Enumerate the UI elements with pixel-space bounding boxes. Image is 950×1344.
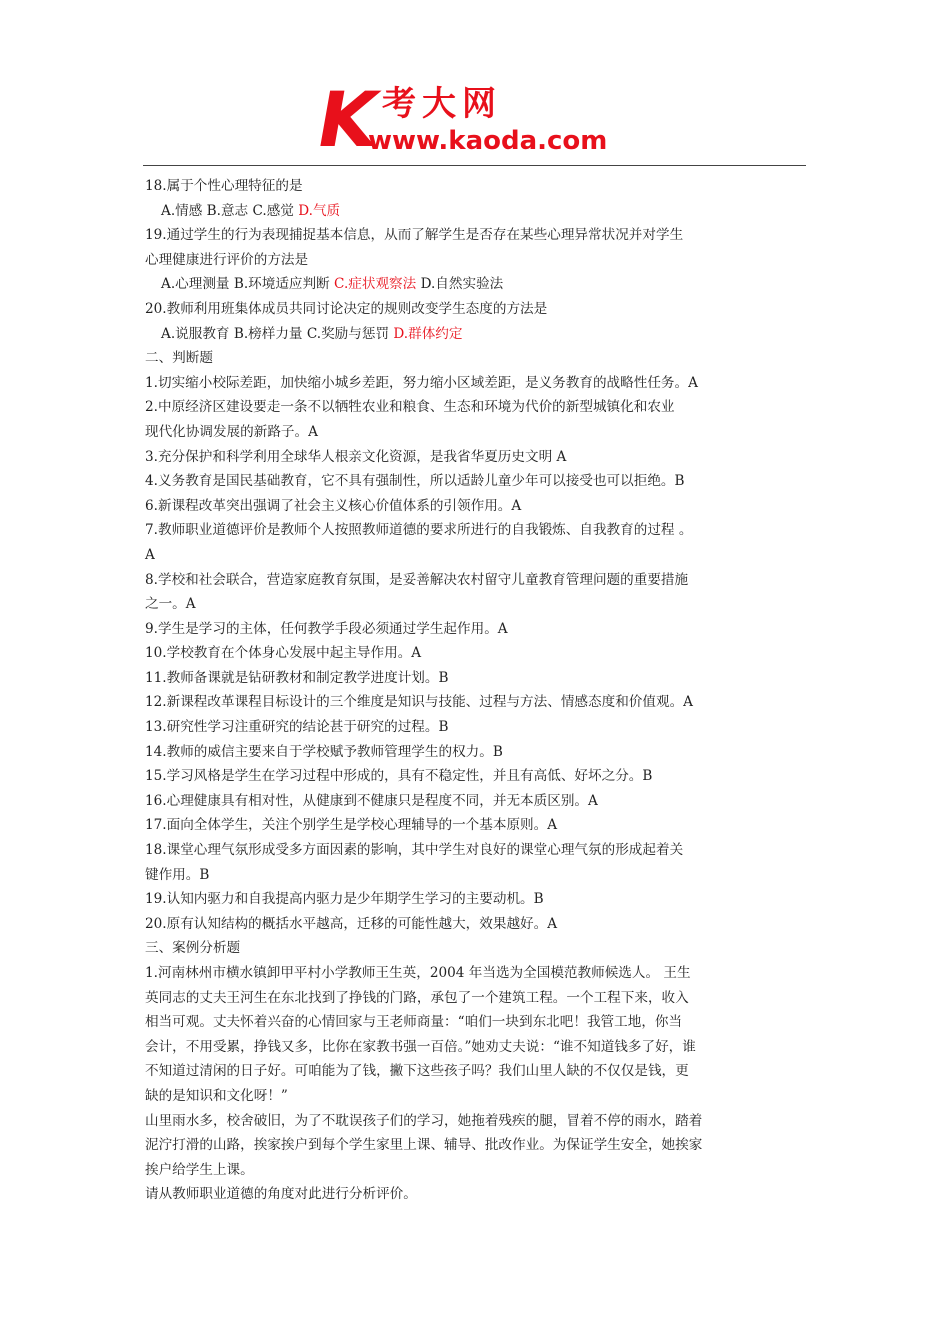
case-line: 相当可观。丈夫怀着兴奋的心情回家与王老师商量：“咱们一块到东北吧！我管工地，你当	[145, 1014, 683, 1031]
case-line: 山里雨水多，校舍破旧，为了不耽误孩子们的学习，她拖着残疾的腿，冒着不停的雨水，踏着	[145, 1112, 703, 1129]
judgment-line: A	[145, 546, 155, 563]
judgment-line: 3.充分保护和科学利用全球华人根亲文化资源，是我省华夏历史文明 A	[145, 448, 567, 465]
judgment-line: 9.学生是学习的主体，任何教学手段必须通过学生起作用。A	[145, 620, 508, 637]
options-text: A.心理测量 B.环境适应判断	[161, 276, 335, 293]
judgment-line: 14.教师的威信主要来自于学校赋予教师管理学生的权力。B	[145, 743, 503, 760]
judgment-line: 20.原有认知结构的概括水平越高，迁移的可能性越大，效果越好。A	[145, 915, 558, 932]
header-divider	[143, 165, 806, 166]
correct-answer: D.气质	[298, 202, 341, 219]
judgment-line: 7.教师职业道德评价是教师个人按照教师道德的要求所进行的自我锻炼、自我教育的过程 。	[145, 522, 693, 539]
kaoda-logo	[310, 75, 648, 164]
judgment-line: 4.义务教育是国民基础教育，它不具有强制性，所以适龄儿童少年可以接受也可以拒绝。B	[145, 473, 685, 490]
case-line: 不知道过清闲的日子好。可咱能为了钱，撇下这些孩子吗？我们山里人缺的不仅仅是钱，更	[145, 1063, 689, 1080]
judgment-line: 16.心理健康具有相对性，从健康到不健康只是程度不同，并无本质区别。A	[145, 792, 598, 809]
judgment-line: 10.学校教育在个体身心发展中起主导作用。A	[145, 645, 422, 662]
case-line: 会计，不用受累，挣钱又多，比你在家教书强一百倍。”她劝丈夫说：“谁不知道钱多了好，谁	[145, 1038, 696, 1055]
case-line: 请从教师职业道德的角度对此进行分析评价。	[145, 1186, 417, 1203]
correct-answer: C.症状观察法	[334, 276, 417, 293]
judgment-line: 13.研究性学习注重研究的结论甚于研究的过程。B	[145, 719, 449, 736]
document-body	[145, 174, 813, 1207]
question-18: 18.属于个性心理特征的是	[145, 178, 303, 194]
options-text: A.说服教育 B.榜样力量 C.奖励与惩罚	[161, 325, 394, 342]
judgment-line: 键作用。B	[145, 866, 210, 883]
judgment-line: 之一。A	[145, 596, 196, 613]
judgment-line: 8.学校和社会联合，营造家庭教育氛围，是妥善解决农村留守儿童教育管理问题的重要措施	[145, 571, 689, 588]
case-analysis	[145, 961, 813, 1207]
judgment-line: 6.新课程改革突出强调了社会主义核心价值体系的引领作用。A	[145, 497, 522, 514]
case-line: 泥泞打滑的山路，挨家挨户到每个学生家里上课、辅导、批改作业。为保证学生安全，她挨家	[145, 1137, 703, 1154]
case-line: 挨户给学生上课。	[145, 1161, 254, 1178]
judgment-line: 11.教师备课就是钻研教材和制定教学进度计划。B	[145, 669, 449, 686]
judgment-line: 现代化协调发展的新路子。A	[145, 423, 318, 440]
judgment-line: 12.新课程改革课程目标设计的三个维度是知识与技能、过程与方法、情感态度和价值观。A	[145, 694, 693, 711]
logo-k-mark: K	[310, 75, 385, 164]
case-line: 英同志的丈夫王河生在东北找到了挣钱的门路，承包了一个建筑工程。一个工程下来，收入	[145, 989, 689, 1006]
judgment-line: 1.切实缩小校际差距，加快缩小城乡差距，努力缩小区域差距，是义务教育的战略性任务。A	[145, 374, 698, 391]
judgment-line: 15.学习风格是学生在学习过程中形成的，具有不稳定性，并且有高低、好坏之分。B	[145, 768, 653, 785]
options-text: A.情感 B.意志 C.感觉	[161, 202, 299, 219]
correct-answer: D.群体约定	[393, 325, 463, 342]
logo-url: www.kaoda.com	[368, 126, 608, 156]
question-18-options	[145, 199, 813, 224]
judgment-line: 18.课堂心理气氛形成受多方面因素的影响，其中学生对良好的课堂心理气氛的形成起着关	[145, 842, 684, 859]
judgment-list	[145, 371, 813, 937]
section-title-case: 三、案例分析题	[145, 940, 241, 957]
options-text: D.自然实验法	[416, 276, 504, 293]
judgment-line: 17.面向全体学生，关注个别学生是学校心理辅导的一个基本原则。A	[145, 817, 558, 834]
judgment-line: 2.中原经济区建设要走一条不以牺牲农业和粮食、生态和环境为代价的新型城镇化和农业	[145, 399, 675, 416]
question-19-options	[145, 272, 813, 297]
judgment-line: 19.认知内驱力和自我提高内驱力是少年期学生学习的主要动机。B	[145, 891, 544, 908]
section-title-judgment: 二、判断题	[145, 350, 213, 367]
question-20: 20.教师利用班集体成员共同讨论决定的规则改变学生态度的方法是	[145, 300, 548, 317]
case-line: 缺的是知识和文化呀！”	[145, 1087, 288, 1104]
question-19-line1: 19.通过学生的行为表现捕捉基本信息，从而了解学生是否存在某些心理异常状况并对学生	[145, 227, 684, 244]
question-20-options	[145, 322, 813, 347]
logo-site-name: 考大网	[382, 84, 502, 124]
question-19-line2: 心理健康进行评价的方法是	[145, 251, 309, 268]
case-line: 1.河南林州市横水镇卸甲平村小学教师王生英，2004 年当选为全国模范教师候选人。 王生	[145, 965, 691, 981]
